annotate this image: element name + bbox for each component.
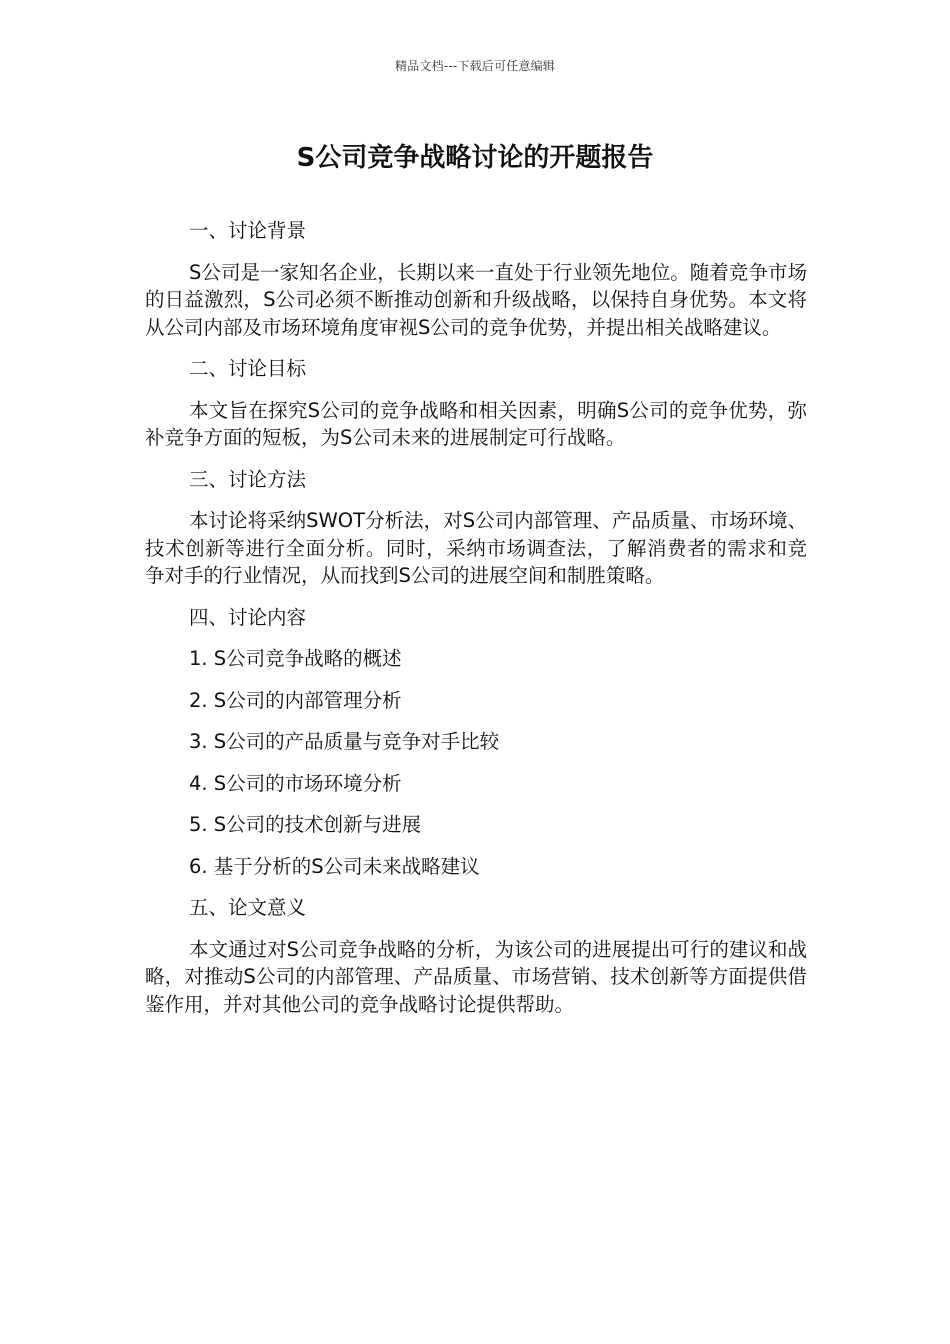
- section-heading-contents: 四、讨论内容: [189, 605, 307, 629]
- document-body: [145, 217, 807, 1018]
- section-heading-objectives: 二、讨论目标: [189, 357, 307, 380]
- section-paragraph-significance: 本文通过对S公司竞争战略的分析，为该公司的进展提出可行的建议和战略，对推动S公司的内部管理、产品质量、市场营销、技术创新等方面提供借鉴作用，并对其他公司的竞争战略讨论提供帮助。: [145, 937, 807, 1016]
- section-heading-methods: 三、讨论方法: [189, 467, 307, 491]
- section-heading-background: 一、讨论背景: [189, 219, 307, 242]
- section-paragraph-objectives: 本文旨在探究S公司的竞争战略和相关因素，明确S公司的竞争优势，弥补竞争方面的短板，为S公司未来的进展制定可行战略。: [145, 398, 807, 449]
- content-list-item: 5. S公司的技术创新与进展: [189, 813, 422, 836]
- section-heading-significance: 五、论文意义: [189, 896, 307, 919]
- content-list-item: 6. 基于分析的S公司未来战略建议: [189, 854, 480, 878]
- content-list-item: 1. S公司竞争战略的概述: [189, 647, 402, 670]
- content-list-item: 3. S公司的产品质量与竞争对手比较: [189, 730, 500, 753]
- content-list-item: 4. S公司的市场环境分析: [189, 771, 402, 795]
- section-paragraph-methods: 本讨论将采纳SWOT分析法，对S公司内部管理、产品质量、市场环境、技术创新等进行全面分析。同时，采纳市场调查法，了解消费者的需求和竞争对手的行业情况，从而找到S公司的进展空间和制胜策略。: [145, 509, 807, 587]
- section-paragraph-background: S公司是一家知名企业，长期以来一直处于行业领先地位。随着竞争市场的日益激烈，S公司必须不断推动创新和升级战略，以保持自身优势。本文将从公司内部及市场环境角度审视S公司的竞争优势，并提出相关战略建议。: [145, 260, 807, 339]
- content-list-item: 2. S公司的内部管理分析: [189, 688, 402, 712]
- header-note: 精品文档---下载后可任意编辑: [395, 59, 555, 73]
- document-title: S公司竞争战略讨论的开题报告: [296, 143, 654, 173]
